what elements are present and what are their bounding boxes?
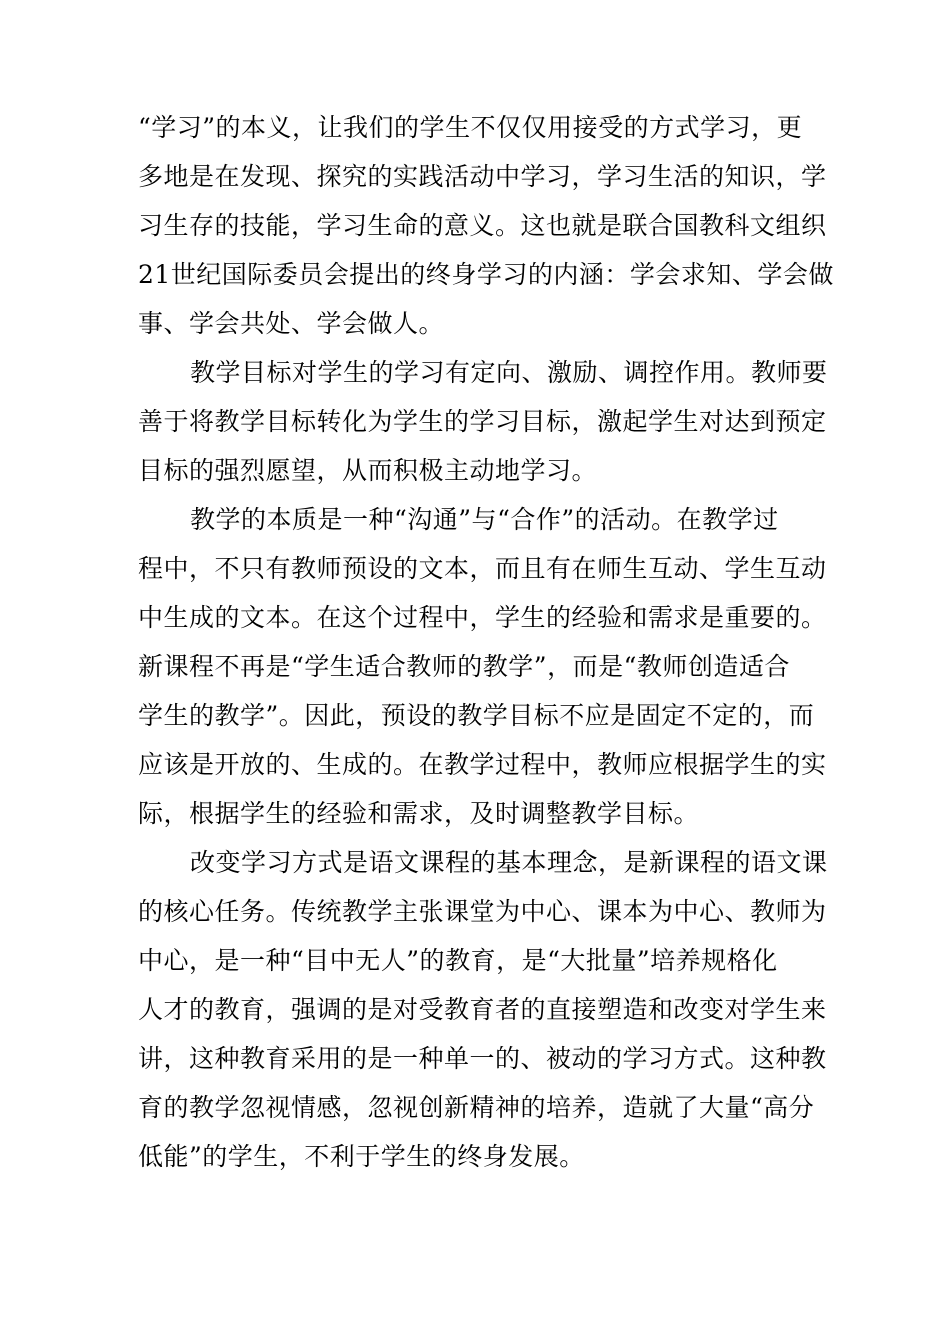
text-line: 中心，是一种“目中无人”的教育，是“大批量”培养规格化: [138, 946, 778, 975]
text-line: 教学目标对学生的学习有定向、激励、调控作用。教师要: [190, 358, 828, 387]
text-line: 中生成的文本。在这个过程中，学生的经验和需求是重要的。: [138, 603, 827, 632]
paragraph-1: [138, 103, 832, 348]
text-line: 讲，这种教育采用的是一种单一的、被动的学习方式。这种教: [138, 1044, 827, 1073]
text-line: 习生存的技能，学习生命的意义。这也就是联合国教科文组织: [138, 211, 827, 240]
text-line: 事、学会共处、学会做人。: [138, 309, 445, 338]
text-line: 善于将教学目标转化为学生的学习目标，激起学生对达到预定: [138, 407, 827, 436]
text-line: 21世纪国际委员会提出的终身学习的内涵：学会求知、学会做: [138, 260, 834, 289]
document-body: [138, 103, 832, 1181]
paragraph-2: [138, 348, 832, 495]
text-line: 目标的强烈愿望，从而积极主动地学习。: [138, 456, 598, 485]
text-line: 育的教学忽视情感，忽视创新精神的培养，造就了大量“高分: [138, 1093, 815, 1122]
paragraph-3: [138, 495, 832, 838]
text-line: 改变学习方式是语文课程的基本理念，是新课程的语文课: [190, 848, 828, 877]
text-line: 低能”的学生，不利于学生的终身发展。: [138, 1142, 585, 1171]
text-line: 程中，不只有教师预设的文本，而且有在师生互动、学生互动: [138, 554, 827, 583]
paragraph-4: [138, 838, 832, 1181]
text-line: “学习”的本义，让我们的学生不仅仅用接受的方式学习，更: [138, 113, 803, 142]
text-line: 的核心任务。传统教学主张课堂为中心、课本为中心、教师为: [138, 897, 827, 926]
text-line: 学生的教学”。因此，预设的教学目标不应是固定不定的，而: [138, 701, 815, 730]
text-line: 多地是在发现、探究的实践活动中学习，学习生活的知识，学: [138, 162, 827, 191]
text-line: 教学的本质是一种“沟通”与“合作”的活动。在教学过: [190, 505, 779, 534]
text-line: 人才的教育，强调的是对受教育者的直接塑造和改变对学生来: [138, 995, 827, 1024]
text-line: 新课程不再是“学生适合教师的教学”，而是“教师创造适合: [138, 652, 790, 681]
text-line: 际，根据学生的经验和需求，及时调整教学目标。: [138, 799, 700, 828]
text-line: 应该是开放的、生成的。在教学过程中，教师应根据学生的实: [138, 750, 827, 779]
